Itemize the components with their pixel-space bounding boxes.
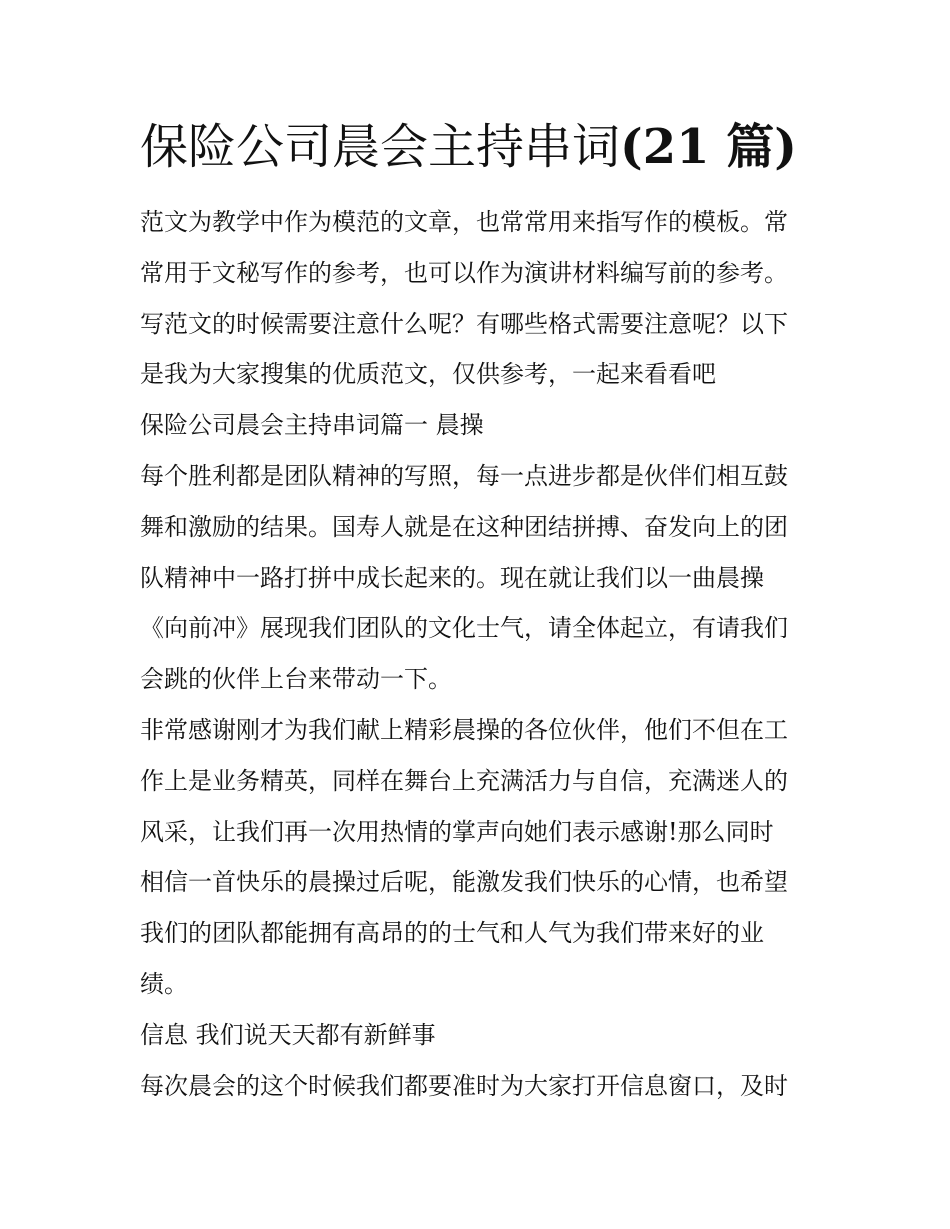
document-title-main: 保险公司晨会主持串词 [140, 119, 621, 175]
document-body [140, 197, 814, 1111]
body-line: 队精神中一路打拼中成长起来的。现在就让我们以一曲晨操 [140, 563, 764, 592]
body-line: 《向前冲》展现我们团队的文化士气，请全体起立，有请我们 [140, 614, 788, 643]
body-line: 绩。 [140, 969, 188, 998]
body-line: 作上是业务精英，同样在舞台上充满活力与自信，充满迷人的 [140, 766, 788, 795]
document-title [140, 112, 797, 182]
body-line: 是我为大家搜集的优质范文，仅供参考，一起来看看吧 [140, 360, 716, 389]
body-line: 我们的团队都能拥有高昂的的士气和人气为我们带来好的业 [140, 919, 764, 948]
body-line: 每次晨会的这个时候我们都要准时为大家打开信息窗口，及时 [140, 1071, 788, 1100]
body-line: 风采，让我们再一次用热情的掌声向她们表示感谢!那么同时 [140, 817, 774, 846]
body-line: 每个胜利都是团队精神的写照，每一点进步都是伙伴们相互鼓 [140, 461, 788, 490]
body-line: 范文为教学中作为模范的文章，也常常用来指写作的模板。常 [140, 208, 788, 236]
section-heading: 保险公司晨会主持串词篇一 晨操 [140, 411, 484, 440]
body-line: 常用于文秘写作的参考，也可以作为演讲材料编写前的参考。 [140, 258, 788, 287]
body-line: 非常感谢刚才为我们献上精彩晨操的各位伙伴，他们不但在工 [140, 715, 788, 744]
body-line: 舞和激励的结果。国寿人就是在这种团结拼搏、奋发向上的团 [140, 512, 788, 541]
body-line: 写范文的时候需要注意什么呢？有哪些格式需要注意呢？以下 [140, 309, 788, 338]
section-heading: 信息 我们说天天都有新鲜事 [140, 1020, 436, 1049]
document-title-count: (21 篇) [620, 119, 797, 175]
body-line: 会跳的伙伴上台来带动一下。 [140, 665, 452, 694]
body-line: 相信一首快乐的晨操过后呢，能激发我们快乐的心情，也希望 [140, 868, 788, 897]
